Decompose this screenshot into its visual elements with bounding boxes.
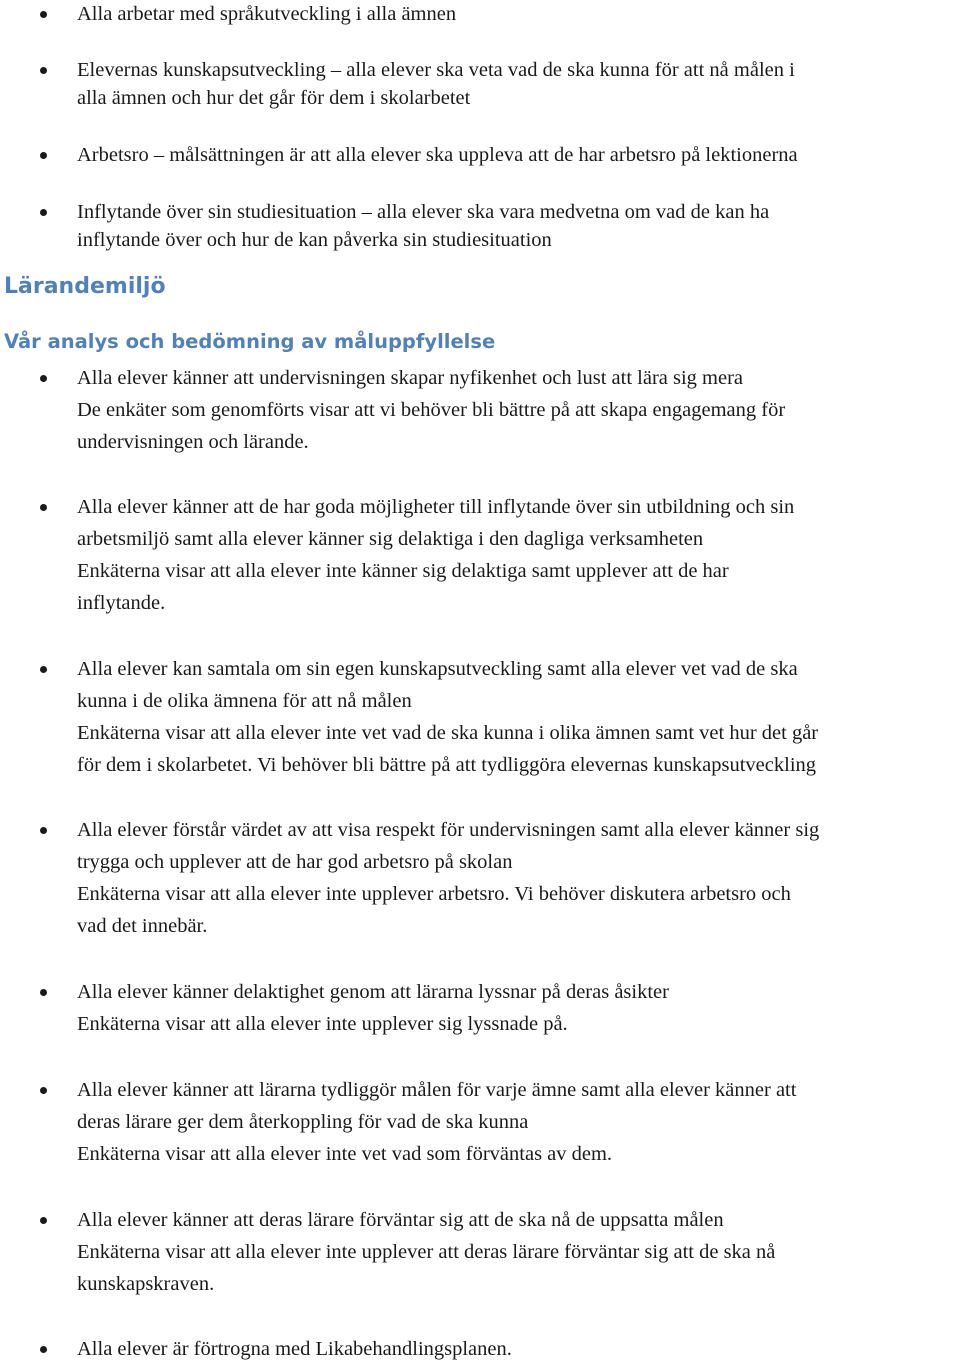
list-item-text: Alla elever kan samtala om sin egen kunskapsutveckling samt alla elever vet vad de ska <box>77 658 798 680</box>
list-item-text: Enkäterna visar att alla elever inte upplever arbetsro. Vi behöver diskutera arbetsro och <box>77 883 791 905</box>
list-item-text: kunskapskraven. <box>77 1273 215 1295</box>
bullet-icon <box>40 209 47 216</box>
bullet-icon <box>40 11 47 18</box>
bullet-icon <box>40 989 47 996</box>
list-item-text: alla ämnen och hur det går för dem i skolarbetet <box>77 87 471 109</box>
list-item-text: för dem i skolarbetet. Vi behöver bli bättre på att tydliggöra elevernas kunskapsutveckling <box>77 754 817 776</box>
list-item-text: deras lärare ger dem återkoppling för vad de ska kunna <box>77 1111 529 1133</box>
list-item-text: Inflytande över sin studiesituation – alla elever ska vara medvetna om vad de kan ha <box>77 201 770 223</box>
bullet-icon <box>40 666 47 673</box>
list-item-text: inflytande över och hur de kan påverka sin studiesituation <box>77 229 552 251</box>
list-item-text: Enkäterna visar att alla elever inte upplever sig lyssnade på. <box>77 1013 568 1035</box>
list-item-text: Enkäterna visar att alla elever inte vet vad som förväntas av dem. <box>77 1143 613 1165</box>
list-item-text: arbetsmiljö samt alla elever känner sig delaktiga i den dagliga verksamheten <box>77 528 704 550</box>
list-item-text: Enkäterna visar att alla elever inte känner sig delaktiga samt upplever att de har <box>77 560 729 582</box>
bullet-icon <box>40 1346 47 1353</box>
section-heading: Lärandemiljö <box>4 274 166 299</box>
list-item-text: Alla elever känner att lärarna tydliggör målen för varje ämne samt alla elever känner att <box>77 1079 797 1101</box>
bullet-icon <box>40 375 47 382</box>
bullet-icon <box>40 152 47 159</box>
bullet-icon <box>40 1217 47 1224</box>
list-item-text: Enkäterna visar att alla elever inte vet vad de ska kunna i olika ämnen samt vet hur det går <box>77 722 819 744</box>
bullet-icon <box>40 504 47 511</box>
list-item-text: Alla elever känner att deras lärare förväntar sig att de ska nå de uppsatta målen <box>77 1209 724 1231</box>
bullet-icon <box>40 1087 47 1094</box>
list-item-text: De enkäter som genomförts visar att vi behöver bli bättre på att skapa engagemang för <box>77 399 786 421</box>
list-item-text: Alla elever känner delaktighet genom att lärarna lyssnar på deras åsikter <box>77 981 669 1003</box>
list-item-text: trygga och upplever att de har god arbetsro på skolan <box>77 851 513 873</box>
list-item-text: Elevernas kunskapsutveckling – alla elever ska veta vad de ska kunna för att nå målen i <box>77 59 795 81</box>
subsection-heading: Vår analys och bedömning av måluppfyllelse <box>4 330 496 353</box>
list-item-text: Alla elever förstår värdet av att visa respekt för undervisningen samt alla elever känner sig <box>77 819 820 841</box>
list-item-text: vad det innebär. <box>77 915 208 937</box>
list-item-text: Alla elever känner att undervisningen skapar nyfikenhet och lust att lära sig mera <box>77 367 744 389</box>
list-item-text: Alla elever känner att de har goda möjligheter till inflytande över sin utbildning och sin <box>77 496 795 518</box>
list-item-text: undervisningen och lärande. <box>77 431 309 453</box>
bullet-icon <box>40 827 47 834</box>
bullet-icon <box>40 67 47 74</box>
list-item-text: Alla arbetar med språkutveckling i alla ämnen <box>77 3 457 25</box>
list-item-text: Alla elever är förtrogna med Likabehandlingsplanen. <box>77 1338 512 1360</box>
list-item-text: Enkäterna visar att alla elever inte upplever att deras lärare förväntar sig att de ska nå <box>77 1241 776 1263</box>
list-item-text: inflytande. <box>77 592 166 614</box>
list-item-text: kunna i de olika ämnena för att nå målen <box>77 690 412 712</box>
list-item-text: Arbetsro – målsättningen är att alla elever ska uppleva att de har arbetsro på lektionerna <box>77 144 798 166</box>
